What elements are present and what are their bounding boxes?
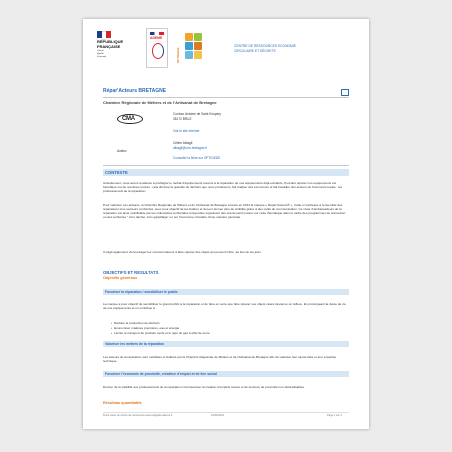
objectifs-subheading: Objectifs généraux <box>103 276 138 280</box>
org-divider <box>103 165 349 166</box>
optigede-logo <box>177 33 225 67</box>
ademe-flag-icon <box>150 32 164 35</box>
contexte-paragraph-1: Actuellement, nous avons tendance à privilégier le rachat d'équipements récents à la réparation de nos équipements déjà existants. Pourtant réparer nos équipements est bénéfique sur de nombreux points : cela diminue la quantité de déchets que nous produisons, fait réaliser des économies et fait travailler des acteurs de l'économie locale : les professionnels de la réparation. <box>103 181 343 194</box>
org-address-line2: 35172 BRUZ <box>173 117 192 121</box>
centre-ressources-line2: CIRCULAIRE ET DÉCHETS <box>234 49 276 53</box>
objectifs-heading: OBJECTIFS ET RESULTATS <box>103 270 159 275</box>
optigede-vertical-text: OPTIGEDE <box>176 47 180 63</box>
republique-line1: RÉPUBLIQUE <box>97 39 124 44</box>
sub2-text: Les acteurs de la réparation sont mobilisés et fédérés par la Chambre Régionale de Métiers et de l'Artisanat de Bretagne afin de valoriser leur savoir-faire et leur expertise technique. <box>103 355 337 364</box>
sub3-text: Donner de la visibilité aux professionnels de la réparation c'est favoriser la création d'emplois locaux et de services de proximité non délocalisables. <box>103 385 305 389</box>
sub1-heading: Favoriser la réparation / sensibiliser le public <box>105 289 178 294</box>
sub2-heading: Valoriser les métiers de la réparation <box>105 341 165 346</box>
results-heading: Résultats quantitatifs <box>103 401 142 405</box>
org-name: Chambre Régionale de Métiers et de l'Artisanat de Bretagne <box>103 100 217 105</box>
bullet-2: • Economiser matières premières, eau et énergie <box>111 326 179 330</box>
footer-date: 16/04/2024 <box>211 414 224 417</box>
bullet-1: • Réduire la production de déchets <box>111 321 160 325</box>
contexte-section-bar <box>103 169 349 176</box>
author-email[interactable]: albagli@crm-bretagne.fr <box>173 146 208 150</box>
author-label: Auteur: <box>117 149 128 153</box>
contexte-paragraph-3: Il s'agit également d'encourager les consommateurs à faire réparer des objets qui peuvent l'être, au lieu de les jeter. <box>103 250 262 254</box>
ademe-swirl-icon <box>152 43 164 59</box>
page-title: Répar'Acteurs BRETAGNE <box>103 88 167 94</box>
sub3-heading: Favoriser l'économie de proximité, créatrice d'emploi et de lien social <box>105 371 217 376</box>
author-name: Céline Albagli <box>173 141 193 145</box>
republique-logo <box>97 31 123 59</box>
document-page <box>83 19 369 429</box>
marianne-icon <box>97 31 111 38</box>
title-divider <box>103 97 349 98</box>
contexte-heading: CONTEXTE <box>105 169 128 175</box>
cma-logo-text: CMA <box>122 116 135 122</box>
footer-left: Fiche issue du centre de ressources www.optigede.ademe.fr <box>103 414 173 417</box>
ademe-text: ADEME <box>150 36 163 40</box>
footer-page: Page 1 sur 3 <box>327 414 342 417</box>
sub1-text: La marque a pour objectif de sensibiliser le grand public à la réparation et de faire en sorte que faire réparer ses objets casés devienne un réflexe. En prolongeant la durée de vie de nos équipements et on contribue à : <box>103 302 347 311</box>
contexte-paragraph-2: Pour valoriser ces artisans, la Chambre Régionale de Métiers et de l'Artisanat de Bretagne a lancé en 2013 la marque « Répar'Acteurs® ». Celle-ci s'adresse à l'ensemble des réparateurs tous secteurs confondus, avec pour objectif de les fédérer et de leur donner plus de visibilité grâce à des outils de communication. Ce vivier d'ambassadeurs de la réparation est ainsi mobilisable par les collectivités territoriales lorsqu'elles organisent des évènements locaux sur cette thématique dans le cadre des programmes de prévention ou des territoires " zéro déchet, zéro gaspillage" ou sur l'économie circulaire d'une manière générale. <box>103 203 346 220</box>
cma-logo <box>117 114 143 128</box>
motto-line3: Fraternité <box>97 55 107 58</box>
motto-line1: Liberté <box>97 50 104 52</box>
print-icon[interactable] <box>341 89 349 96</box>
ademe-logo <box>146 28 168 68</box>
motto-line2: Égalité <box>97 52 104 55</box>
centre-ressources-line1: CENTRE DE RESSOURCES ECONOMIE <box>234 44 296 48</box>
optigede-link[interactable]: Consulter la fiche sur OPTIGEDE <box>173 156 221 160</box>
org-address-line1: Contour Antoine de Saint Exupery <box>173 112 222 116</box>
republique-line2: FRANÇAISE <box>97 43 121 49</box>
website-link[interactable]: Voir le site internet <box>173 129 200 133</box>
bullet-3: • Limiter le transport de produits neufs et le rejet de gaz à effet de serre <box>111 331 210 335</box>
